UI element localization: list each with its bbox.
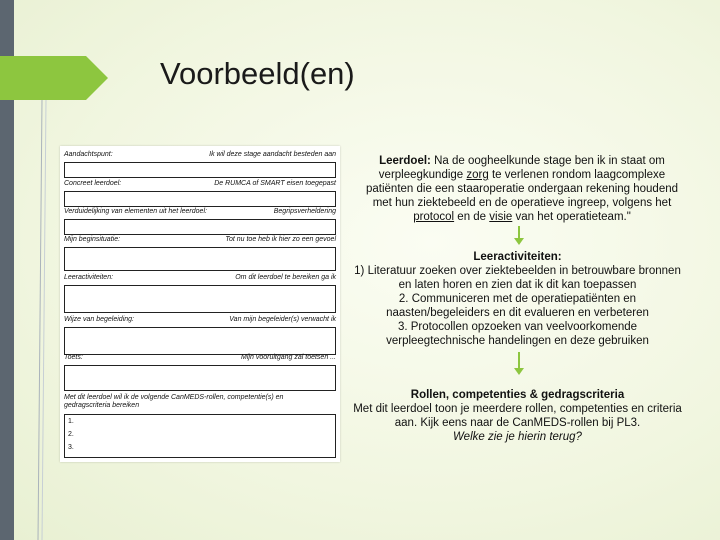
form-row-aandachtspunt — [64, 151, 336, 158]
rollen-label: Rollen, competenties & gedragscriteria — [410, 389, 625, 401]
form-row-label: Aandachtspunt: — [64, 151, 113, 158]
form-row-leerdoel — [64, 180, 336, 187]
form-number: 1. — [68, 418, 74, 425]
form-canmeds-text — [64, 394, 336, 410]
form-row-hint: Om dit leerdoel te bereiken ga ik — [235, 274, 336, 281]
leeractiviteit-line: verpleegtechnische handelingen en deze gebruiken — [386, 335, 649, 347]
leerdoel-block — [357, 154, 687, 224]
form-row-hint: Begripsverheldering — [273, 208, 336, 215]
leerdoel-underlined-visie: visie — [489, 211, 513, 223]
leeractiviteit-line: en laten horen en zien dat ik dit kan toepassen — [398, 279, 637, 291]
form-box-canmeds — [64, 414, 336, 458]
form-row-hint: Mijn vooruitgang zal toetsen ... — [241, 354, 336, 361]
form-row-toets — [64, 354, 336, 361]
form-row-begeleiding — [64, 316, 336, 323]
form-row-beginsituatie — [64, 236, 336, 243]
rollen-block — [345, 388, 690, 444]
form-row-hint: Tot nu toe heb ik hier zo een gevoel — [225, 236, 336, 243]
leerdoel-text: en de — [454, 211, 490, 223]
form-row-label: Verduidelijking van elementen uit het leerdoel: — [64, 208, 207, 215]
leerdoel-underlined-protocol: protocol — [413, 211, 455, 223]
form-row-hint: Ik wil deze stage aandacht besteden aan — [209, 151, 336, 158]
form-row-label: Leeractiviteiten: — [64, 274, 114, 281]
form-box-beginsituatie — [64, 247, 336, 271]
leerdoel-label: Leerdoel: — [379, 155, 431, 167]
leeractiviteiten-label: Leeractiviteiten: — [473, 251, 562, 263]
form-row-label: Concreet leerdoel: — [64, 180, 122, 187]
form-row-leeractiviteiten — [64, 274, 336, 281]
form-row-hint: Van mijn begeleider(s) verwacht ik — [229, 316, 336, 323]
rollen-line: Met dit leerdoel toon je meerdere rollen, competenties en criteria — [353, 403, 682, 415]
leerdoel-text: te verlenen rondom laagcomplexe patiënten die een staaroperatie ondergaan rekening houdend met hun ziektebeeld en de operatieve ingreep, volgens het — [365, 169, 679, 209]
rollen-question: Welke zie je hierin terug? — [453, 431, 582, 443]
leeractiviteit-line: naasten/begeleiders en dit evalueren en verbeteren — [386, 307, 649, 319]
decorative-lines — [24, 100, 54, 540]
rollen-line: aan. Kijk eens naar de CanMEDS-rollen bij PL3. — [394, 417, 641, 429]
form-number: 2. — [68, 431, 74, 438]
form-box-toets — [64, 365, 336, 391]
leeractiviteit-line: 3. Protocollen opzoeken van veelvoorkomende — [397, 321, 638, 333]
form-box-leeractiviteiten — [64, 285, 336, 313]
slide-title: Voorbeeld(en) — [160, 56, 355, 91]
leerdoel-underlined-zorg: zorg — [466, 169, 489, 181]
leeractiviteit-line: 2. Communiceren met de operatiepatiënten en — [398, 293, 637, 305]
leerdoel-text: Na de oogheelkunde stage ben ik in staat om verpleegkundige — [378, 155, 665, 181]
form-row-label: Wijze van begeleiding: — [64, 316, 134, 323]
leeractiviteit-line: 1) Literatuur zoeken over ziektebeelden in betrouwbare bronnen — [354, 265, 681, 277]
form-box-aandachtspunt — [64, 162, 336, 178]
arrow-down-icon — [512, 352, 526, 376]
form-canmeds-line: Met dit leerdoel wil ik de volgende CanMEDS-rollen, competentie(s) en — [64, 394, 284, 401]
form-box-verduidelijking — [64, 219, 336, 235]
learning-goal-form — [60, 146, 340, 462]
form-row-label: Toets: — [64, 354, 83, 361]
form-box-begeleiding — [64, 327, 336, 355]
arrow-down-icon — [512, 226, 526, 246]
form-row-hint: De RUMCA of SMART eisen toegepast — [214, 180, 336, 187]
form-row-verduidelijking — [64, 208, 336, 215]
leerdoel-text: van het operatieteam." — [512, 211, 631, 223]
accent-arrow-shape — [0, 56, 108, 100]
form-number: 3. — [68, 444, 74, 451]
form-row-label: Mijn beginsituatie: — [64, 236, 121, 243]
form-box-leerdoel — [64, 191, 336, 207]
form-canmeds-line: gedragscriteria bereiken — [64, 402, 140, 409]
leeractiviteiten-block — [345, 250, 690, 348]
